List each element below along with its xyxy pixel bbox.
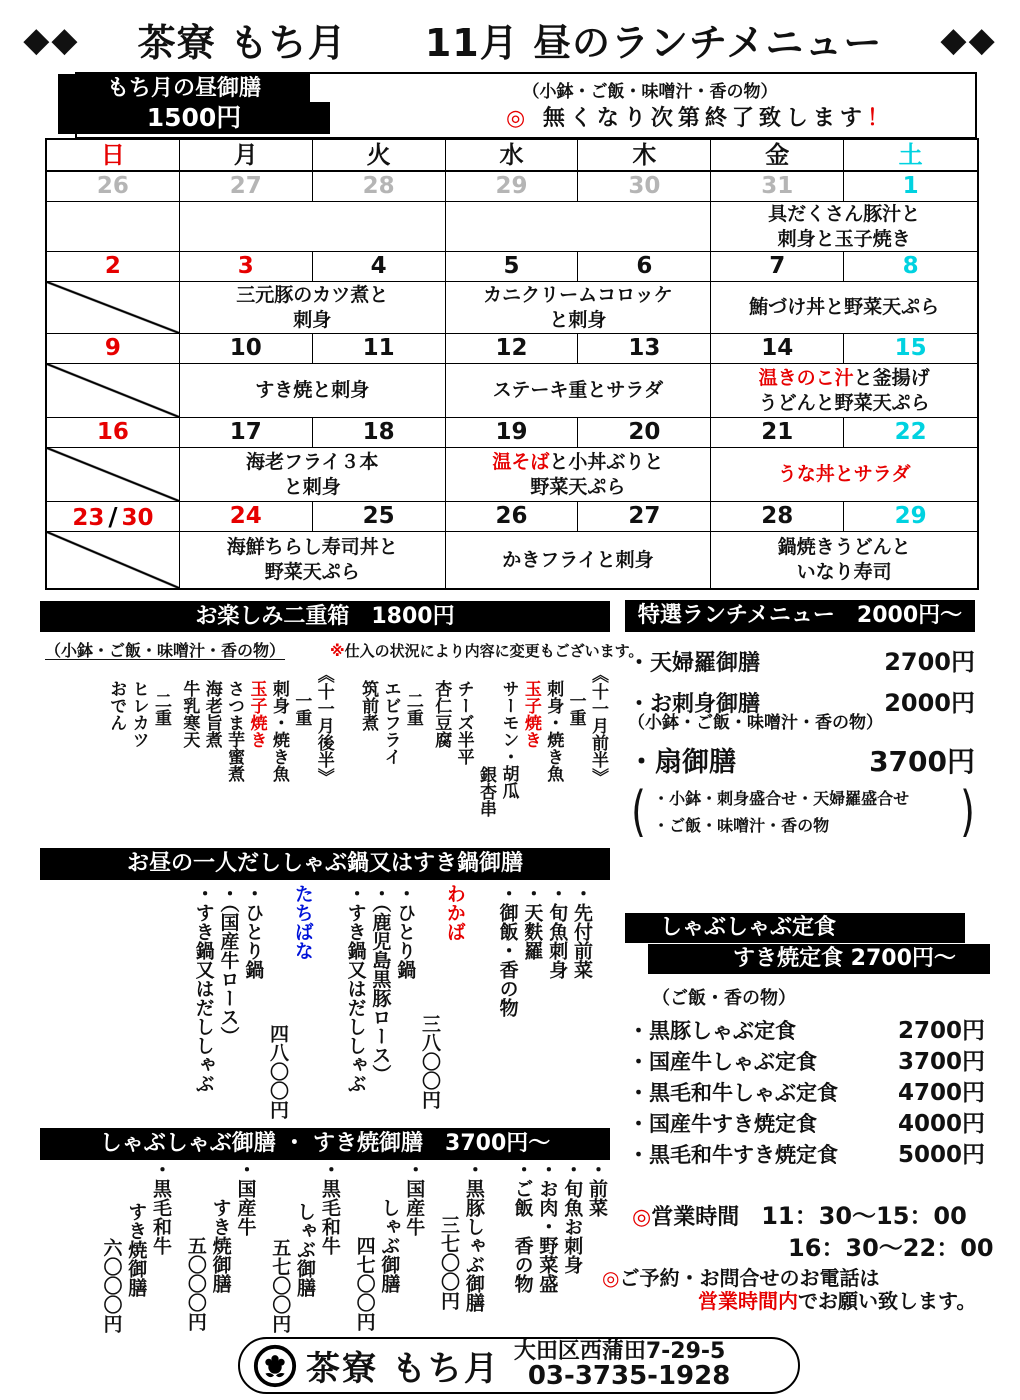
menu-line [293, 308, 331, 333]
calendar-date: 31 [711, 172, 844, 202]
calendar-date: 9 [47, 334, 180, 364]
tokusen-item-name: ・天婦羅御膳 [628, 651, 761, 676]
shabu-gozen-column: ・お肉・野菜盛 [536, 1160, 559, 1293]
calendar-date: 27 [578, 502, 711, 532]
teishoku-item-price: 3700円 [897, 1049, 985, 1075]
calendar-day-header: 水 [446, 140, 579, 172]
donabe-column: ・先付前菜 [571, 884, 593, 979]
menu-line [549, 308, 606, 333]
calendar-date: 5 [446, 252, 579, 282]
menu-text: 三元豚のカツ煮と [236, 283, 389, 306]
donabe-column: ・ひとり鍋 [394, 884, 417, 979]
menu-line [759, 366, 930, 391]
teishoku-item-name: ・黒毛和牛しゃぶ定食 [628, 1081, 838, 1105]
calendar-menu-cell [446, 532, 712, 588]
calendar-date: 16 [47, 418, 180, 448]
tokusen-note: （小鉢・ご飯・味噌汁・香の物） [628, 713, 883, 733]
calendar-menu-cell [180, 282, 446, 334]
calendar-date: 13 [578, 334, 711, 364]
calendar-menu-cell [47, 202, 180, 252]
tokusen-item-price: 2000円 [884, 689, 975, 717]
shabu-gozen-column: すき焼御膳 [125, 1202, 148, 1297]
menu-text: かきフライと刺身 [502, 548, 654, 571]
teishoku-header-bar-1: しゃぶしゃぶ定食 [625, 913, 965, 943]
calendar-day-header: 金 [711, 140, 844, 172]
exclamation-mark: ！ [866, 106, 894, 131]
menu-line [749, 295, 939, 320]
shabu-gozen-column: 五七〇〇円 [269, 1238, 292, 1333]
nijubako-menu-list [45, 666, 610, 846]
nijubako-column: 玉子焼き [520, 680, 541, 748]
teishoku-item [628, 1136, 985, 1167]
menu-line [493, 378, 663, 403]
calendar-date: 3 [180, 252, 313, 282]
nijubako-column: 杏仁豆腐 [431, 680, 452, 748]
menu-text: 野菜天ぷら [264, 561, 360, 583]
calendar-date: 7 [711, 252, 844, 282]
contact-text: ご予約・お問合せのお電話は [619, 1266, 880, 1290]
calendar-date: 14 [711, 334, 844, 364]
menu-text: 具だくさん豚汁と [768, 202, 921, 225]
availability-note [440, 101, 960, 132]
nijubako-column: 牛乳寒天 [179, 680, 200, 748]
shop-title: 茶寮 もち月 [137, 21, 347, 65]
menu-text: 鮪づけ丼と野菜天ぷら [749, 296, 940, 318]
teishoku-item [628, 1012, 985, 1043]
shabu-gozen-column: 六〇〇〇円 [100, 1238, 123, 1333]
calendar-menu-cell [47, 282, 180, 334]
footer-shop-name: 茶寮 もち月 [306, 1349, 500, 1389]
hours-label: 営業時間 [651, 1205, 740, 1230]
teishoku-item-price: 4700円 [897, 1080, 985, 1106]
calendar-menu-cell [446, 364, 712, 418]
calendar-date: 29 [844, 502, 977, 532]
donabe-column: たちばな [291, 884, 314, 960]
contact-text-2: でお願い致します。 [798, 1289, 977, 1313]
donabe-column: わかば [443, 884, 466, 941]
menu-line [759, 391, 930, 416]
calendar-date: 25 [313, 502, 446, 532]
nijubako-disclaimer [330, 640, 643, 661]
calendar-menu-cell [180, 448, 446, 502]
calendar-menu-cell [446, 202, 712, 252]
ogi-gozen-details [628, 780, 978, 843]
nijubako-column: 二重 [402, 692, 423, 726]
calendar-date: 28 [313, 172, 446, 202]
tokusen-header-bar: 特選ランチメニュー 2000円～ [625, 600, 975, 632]
calendar-menu-cell [711, 202, 977, 252]
shabu-gozen-column: ・黒毛和牛 [150, 1160, 173, 1255]
donabe-column: ・（国産牛ロース） [217, 884, 240, 1046]
nijubako-column: ヒレカツ [128, 680, 149, 748]
calendar-date: 20 [578, 418, 711, 448]
menu-text: と釜揚げ [853, 366, 930, 389]
teishoku-item-name: ・国産牛すき焼定食 [628, 1112, 817, 1136]
calendar-day-header: 月 [180, 140, 313, 172]
crest-icon [252, 1343, 298, 1389]
teishoku-item [628, 1105, 985, 1136]
nijubako-column: 一重 [291, 692, 312, 726]
shabu-gozen-column: すき焼御膳 [209, 1198, 232, 1293]
menu-text: すき焼と刺身 [255, 379, 370, 401]
calendar-day-header: 木 [578, 140, 711, 172]
menu-line [284, 475, 341, 500]
calendar-date: 22 [844, 418, 977, 448]
nijubako-column: 刺身・焼き魚 [268, 680, 289, 782]
donabe-menu-list [45, 884, 595, 1126]
calendar-date: 10 [180, 334, 313, 364]
menu-line [778, 227, 911, 252]
nijubako-column: さつま芋蜜煮 [224, 680, 245, 782]
menu-line [236, 283, 388, 308]
calendar-menu-cell [711, 532, 977, 588]
calendar-date: 18 [313, 418, 446, 448]
donabe-column: ・ひとり鍋 [242, 884, 265, 979]
shabu-gozen-column: しゃぶ御膳 [378, 1198, 401, 1293]
circle-mark-icon: ◎ [632, 1205, 652, 1230]
shabu-gozen-column: ・前菜 [586, 1160, 608, 1217]
calendar-menu-cell [711, 364, 977, 418]
calendar-date: 19 [446, 418, 579, 448]
menu-line [492, 450, 663, 475]
nijubako-header-bar: お楽しみ二重箱 1800円 [40, 601, 610, 632]
shabu-gozen-column: ・ご飯 香の物 [511, 1160, 534, 1293]
footer-address: 大田区西蒲田7-29-5 [513, 1339, 726, 1365]
menu-text: と刺身 [549, 308, 607, 331]
calendar-date: 27 [180, 172, 313, 202]
menu-line [265, 560, 360, 585]
calendar [45, 138, 979, 590]
menu-text: 海鮮ちらし寿司丼と [226, 536, 398, 558]
menu-line [778, 535, 911, 560]
month-title: 11月 昼のランチメニュー [424, 21, 883, 65]
nijubako-column: おでん [106, 680, 127, 731]
donabe-column: ・すき鍋又はだししゃぶ [192, 884, 215, 1093]
menu-text: 刺身と玉子焼き [777, 227, 911, 250]
calendar-date: 4 [313, 252, 446, 282]
teishoku-items [628, 1012, 985, 1167]
calendar-date: 17 [180, 418, 313, 448]
menu-text: と刺身 [283, 475, 341, 498]
menu-text: うどんと野菜天ぷら [758, 391, 930, 414]
shabu-gozen-column: ・黒毛和牛 [318, 1160, 341, 1255]
menu-line [246, 450, 378, 475]
calendar-date: 12 [446, 334, 579, 364]
menu-text: カニクリームコロッケ [483, 283, 673, 306]
calendar-date: 21 [711, 418, 844, 448]
calendar-menu-cell [180, 364, 446, 418]
calendar-date: 26 [446, 502, 579, 532]
calendar-menu-cell [711, 448, 977, 502]
calendar-date: 15 [844, 334, 977, 364]
teishoku-item [628, 1074, 985, 1105]
ogi-detail-line: ・ご飯・味噌汁・香の物 [653, 815, 830, 835]
shabu-gozen-column: ・国産牛 [403, 1160, 426, 1236]
shabu-gozen-column: しゃぶ御膳 [294, 1202, 317, 1297]
diamonds-icon: ◆◆ [940, 19, 997, 60]
teishoku-item-price: 5000円 [897, 1142, 985, 1168]
nijubako-column: 刺身・焼き魚 [543, 680, 564, 782]
donabe-column: 四八〇〇円 [267, 1024, 290, 1119]
ogi-gozen-price: 3700円 [869, 745, 975, 778]
donabe-column: ・（鹿児島黒豚ロース） [369, 884, 392, 1084]
calendar-date: 28 [711, 502, 844, 532]
calendar-day-header: 土 [844, 140, 977, 172]
calendar-menu-cell [47, 532, 180, 588]
tokusen-item-name: ・お刺身御膳 [628, 692, 761, 717]
nijubako-column: 玉子焼き [246, 680, 267, 748]
teishoku-item-price: 2700円 [897, 1018, 985, 1044]
nijubako-column: 筑前煮 [358, 680, 379, 731]
menu-text: 鍋焼きうどんと [777, 536, 911, 558]
nijubako-column: 二重 [150, 692, 171, 726]
calendar-menu-cell [180, 202, 446, 252]
circle-mark-icon: ◎ [602, 1266, 620, 1290]
menu-text: 温きのこ汁 [758, 366, 854, 389]
calendar-date: 29 [446, 172, 579, 202]
nijubako-column: 銀杏串 [476, 766, 497, 817]
hours-time-1: 11：30～15：00 [761, 1202, 967, 1230]
teishoku-item-price: 4000円 [897, 1111, 985, 1137]
asterisk-mark: ※ [330, 642, 345, 660]
teishoku-item [628, 1043, 985, 1074]
menu-text: 刺身 [293, 308, 332, 331]
ogi-gozen-item [628, 740, 975, 780]
date-number: 30 [121, 505, 154, 531]
contact-highlight: 営業時間内 [698, 1289, 798, 1313]
ogi-detail-line: ・小鉢・刺身盛合せ・天婦羅盛合せ [653, 788, 910, 808]
menu-line [797, 560, 892, 585]
calendar-date: 26 [47, 172, 180, 202]
hours-time-2: 16：30～22：00 [788, 1234, 994, 1262]
set-meal-price: 1500円 [58, 102, 330, 134]
menu-line [768, 202, 920, 227]
calendar-menu-cell [711, 282, 977, 334]
nijubako-column: 《十一月後半》 [313, 666, 334, 785]
shabu-gozen-column: 五〇〇〇円 [184, 1236, 207, 1331]
availability-text: 無くなり次第終了致します [542, 106, 867, 131]
disclaimer-text: 仕入の状況により内容に変更もございます。 [344, 642, 644, 660]
teishoku-header-bar-2: すき焼定食 2700円～ [648, 944, 990, 974]
shabu-gozen-menu-list [50, 1160, 610, 1342]
page-title [0, 12, 1020, 67]
donabe-header-bar: お昼の一人だししゃぶ鍋又はすき鍋御膳 [40, 848, 610, 880]
diamonds-icon: ◆◆ [23, 19, 80, 60]
menu-text: 海老フライ３本 [245, 450, 379, 473]
donabe-column: ・すき鍋又はだししゃぶ [344, 884, 367, 1093]
shabu-gozen-column: 三七〇〇円 [438, 1215, 461, 1310]
nijubako-column: エビフライ [380, 680, 401, 765]
nijubako-column: 《十一月前半》 [588, 666, 608, 785]
menu-line [227, 535, 398, 560]
paren-open: ( [631, 780, 646, 843]
nijubako-column: サーモン・胡瓜 [498, 680, 519, 799]
title-text [138, 12, 883, 67]
calendar-date: 30 [578, 172, 711, 202]
footer-address-block [514, 1340, 731, 1390]
menu-text: いなり寿司 [796, 561, 892, 583]
date-number: 23 [72, 505, 105, 531]
menu-text: ステーキ重とサラダ [492, 379, 664, 401]
ogi-gozen-name: ・扇御膳 [628, 747, 736, 778]
calendar-menu-cell [446, 448, 712, 502]
set-meal-label: もち月の昼御膳 [58, 74, 310, 102]
donabe-column: ・旬魚刺身 [546, 884, 569, 979]
calendar-date: 1 [844, 172, 977, 202]
nijubako-column: チーズ半平 [453, 680, 474, 765]
nijubako-note: （小鉢・ご飯・味噌汁・香の物） [45, 641, 286, 660]
menu-line [778, 462, 911, 487]
footer-shop-box [238, 1337, 800, 1394]
paren-close: ) [960, 780, 975, 843]
calendar-menu-cell [47, 448, 180, 502]
calendar-menu-cell [180, 532, 446, 588]
teishoku-item-name: ・黒豚しゃぶ定食 [628, 1019, 796, 1043]
calendar-date: 24 [180, 502, 313, 532]
set-meal-note: （小鉢・ご飯・味噌汁・香の物） [522, 82, 778, 102]
calendar-day-header: 日 [47, 140, 180, 172]
donabe-column: 三八〇〇円 [419, 1014, 442, 1109]
shabu-gozen-column: ・国産牛 [234, 1160, 257, 1236]
donabe-column: ・天麩羅 [521, 884, 544, 960]
calendar-menu-cell [47, 364, 180, 418]
teishoku-note: （ご飯・香の物） [652, 988, 796, 1009]
shabu-gozen-column: ・旬魚お刺身 [561, 1160, 584, 1274]
menu-line [483, 283, 673, 308]
calendar-day-header: 火 [313, 140, 446, 172]
nijubako-column: 一重 [565, 692, 586, 726]
ogi-detail-lines [649, 785, 957, 839]
shabu-gozen-column: 四七〇〇円 [353, 1236, 376, 1331]
teishoku-item-name: ・黒毛和牛すき焼定食 [628, 1143, 838, 1167]
menu-text: と小丼ぶりと [549, 450, 664, 473]
circle-mark-icon: ◎ [506, 106, 531, 131]
donabe-column: ・御飯・香の物 [496, 884, 519, 1017]
calendar-date: 2 [47, 252, 180, 282]
menu-text: 温そば [492, 450, 550, 473]
menu-line [530, 475, 625, 500]
footer-phone: 03-3735-1928 [527, 1361, 731, 1392]
teishoku-item-name: ・国産牛しゃぶ定食 [628, 1050, 817, 1074]
calendar-date: 11 [313, 334, 446, 364]
shabu-gozen-column: ・黒豚しゃぶ御膳 [462, 1160, 485, 1312]
tokusen-item [628, 642, 975, 677]
shabu-gozen-header-bar: しゃぶしゃぶ御膳 ・ すき焼御膳 3700円～ [40, 1128, 610, 1160]
calendar-date [47, 502, 180, 532]
calendar-date: 6 [578, 252, 711, 282]
calendar-date: 8 [844, 252, 977, 282]
contact-note-2 [698, 1285, 976, 1314]
tokusen-item-price: 2700円 [884, 648, 975, 676]
calendar-menu-cell [446, 282, 712, 334]
menu-line [255, 378, 369, 403]
menu-text: うな丼とサラダ [777, 463, 911, 485]
date-slash: / [108, 502, 118, 531]
menu-line [502, 548, 653, 573]
business-hours [632, 1196, 967, 1231]
nijubako-column: 海老旨煮 [201, 680, 222, 748]
menu-text: 野菜天ぷら [530, 475, 626, 498]
